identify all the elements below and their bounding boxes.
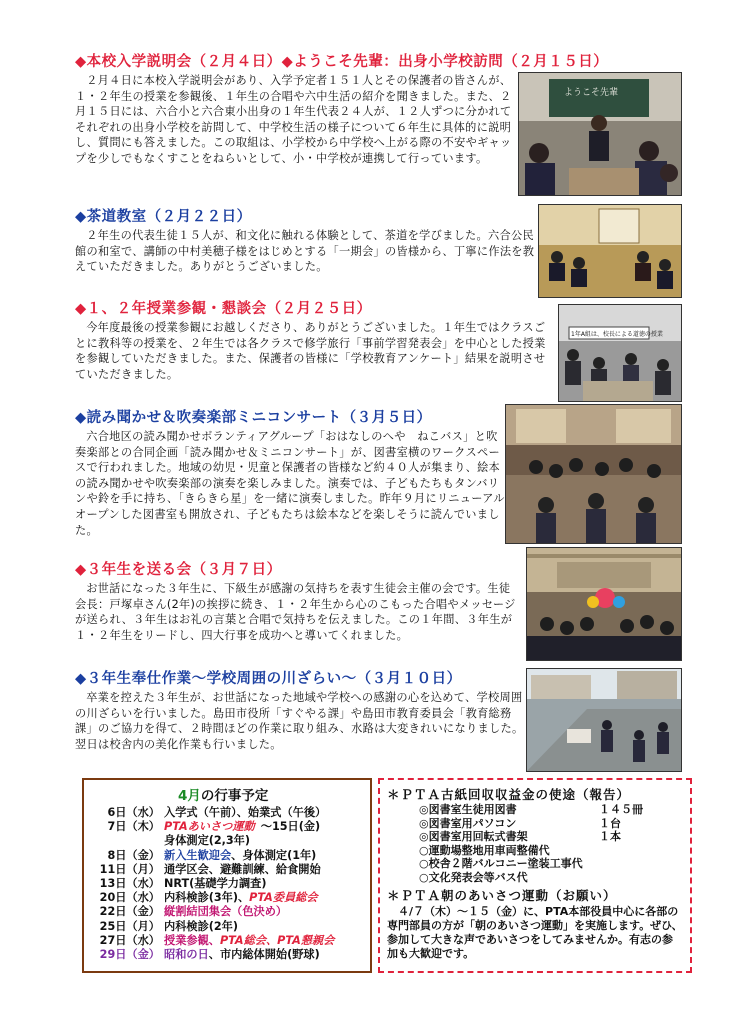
section-6-body: 卒業を控えた３年生が、お世話になった地域や学校への感謝の心を込めて、学校周囲の川ざらいを行いました。島田市役所「すぐやる課」や島田市教育委員会「教育総務課」のご協力を得て、２時間ほどの作業に取り組み、水路は大変きれいになりました。翌日は校舎内の美化作業も行いました。 bbox=[75, 691, 524, 751]
event-text: 身体測定(2,3年) bbox=[164, 834, 250, 848]
section-5-body: お世話になった３年生に、下級生が感謝の気持ちを表す生徒会主催の会です。生徒会長：戸塚卓さん(2年)の挨拶に続き、１・２年生から心のこもった合唱やメッセージが送られ、３年生はお礼の言葉と合唱で気持ちを伝えました。この１年間、３年生が１・２年生をリードし、四大行事を成功へと導いてくれました。 bbox=[75, 582, 516, 642]
section-4-body: 六合地区の読み聞かせボランティアグループ「おはなしのへや ねこバス」と吹奏楽部との合同企画「読み聞かせ＆ミニコンサート」が、図書室横のワークスペースで行われました。地域の幼児・児童と保護者の皆様など約４０人が集まり、絵本の読み聞かせや吹奏楽部の演奏を楽しみました。演奏では、子どもたちもタンバリンや鈴を手に持ち、「きらきら星」を一緒に演奏しました。昨年９月にリニューアルオープンした図書室も開放され、子どもたちは絵本などを楽しそうに読んでいました。 bbox=[75, 430, 505, 537]
event-item bbox=[92, 934, 362, 948]
pta-item bbox=[387, 817, 683, 831]
section-5-heading: ◆３年生を送る会（３月７日） bbox=[75, 562, 282, 578]
events-title bbox=[178, 784, 362, 804]
photo-farewell-event bbox=[526, 547, 682, 661]
event-text: NRT(基礎学力調査) bbox=[164, 877, 267, 891]
event-extra: 、市内総体開始(野球) bbox=[208, 948, 320, 962]
event-item bbox=[92, 834, 362, 848]
event-item bbox=[92, 806, 362, 820]
pta-report-box bbox=[378, 778, 692, 973]
photo-tea-ceremony bbox=[538, 204, 682, 298]
event-item bbox=[92, 820, 362, 834]
event-extra: 、身体測定(1年) bbox=[231, 848, 317, 862]
section-5 bbox=[75, 558, 520, 643]
event-item bbox=[92, 905, 362, 919]
event-text: PTAあいさつ運動 bbox=[164, 820, 255, 834]
april-events-box bbox=[82, 778, 372, 973]
section-3-body: 今年度最後の授業参観にお越しくださり、ありがとうございました。１年生ではクラスごとに教科等の授業を、２年生では各クラスで修学旅行「事前学習発表会」を中心とした授業を参観していただきました。また、保護者の皆様に「学校教育アンケート」結果を説明させていただきました。 bbox=[75, 321, 546, 381]
event-text: 昭和の日 bbox=[164, 948, 209, 962]
photo-class-observation bbox=[558, 304, 682, 402]
pta-item-label: ◎図書室用回転式書架 bbox=[419, 830, 528, 844]
event-item bbox=[92, 849, 362, 863]
pta-item bbox=[387, 857, 683, 871]
section-2-body: ２年生の代表生徒１５人が、和文化に触れる体験として、茶道を学びました。六合公民館の和室で、講師の中村美穂子様をはじめとする「一期会」の皆様から、丁寧に作法を教えていただきました。ありがとうございました。 bbox=[75, 229, 535, 274]
event-item bbox=[92, 891, 362, 905]
section-4 bbox=[75, 406, 505, 538]
section-1-heading: ◆本校入学説明会（２月４日）◆ようこそ先輩：出身小学校訪問（２月１５日） bbox=[75, 54, 609, 70]
event-date: 20日（水） bbox=[99, 891, 160, 905]
event-item bbox=[92, 863, 362, 877]
event-text: 入学式（午前）、始業式（午後） bbox=[164, 806, 327, 819]
pta-item bbox=[387, 803, 683, 817]
photo-concert bbox=[505, 404, 682, 544]
pta-item-amount: １台 bbox=[599, 816, 621, 830]
event-extra: PTA委員総会 bbox=[249, 891, 318, 905]
pta-heading-recycling: ＊ＰＴＡ古紙回収収益金の使途（報告） bbox=[387, 787, 631, 802]
pta-item-label: ○校舎２階バルコニー塗装工事代 bbox=[419, 857, 583, 871]
events-month: 4月 bbox=[178, 788, 201, 804]
pta-heading-greeting: ＊ＰＴＡ朝のあいさつ運動（お願い） bbox=[387, 887, 617, 903]
section-6 bbox=[75, 667, 525, 752]
pta-item bbox=[387, 871, 683, 885]
event-text: 授業参観、 bbox=[164, 933, 220, 947]
section-2-heading: ◆茶道教室（２月２２日） bbox=[75, 209, 252, 225]
section-3 bbox=[75, 297, 555, 382]
event-date: 7日（木） bbox=[107, 820, 160, 834]
event-date: 25日（月） bbox=[99, 919, 160, 933]
pta-item-amount: １４５冊 bbox=[599, 803, 643, 816]
pta-item-label: ◎図書室生徒用図書 bbox=[419, 803, 517, 816]
pta-item-label: ○文化発表会等バス代 bbox=[419, 870, 528, 884]
events-title-suffix: の行事予定 bbox=[200, 788, 269, 804]
event-text: 内科検診(3年)、 bbox=[164, 891, 250, 905]
event-date: 6日（水） bbox=[107, 806, 160, 819]
pta-item-label: ◎図書室用パソコン bbox=[419, 816, 517, 830]
event-item bbox=[92, 948, 362, 962]
photo-school-visit bbox=[518, 72, 682, 196]
event-date: 29日（金） bbox=[99, 948, 160, 962]
pta-greeting-body: ４/７（木）～１５（金）に、PTA本部役員中心に各部の専門部員の方が「朝のあいさつ運動」を実施します。ぜひ、参加して大きな声であいさつをしてみませんか。有志の参加も大歓迎です。 bbox=[387, 904, 683, 960]
event-date: 27日（水） bbox=[99, 933, 160, 947]
event-text: 内科検診(2年) bbox=[164, 919, 238, 933]
event-text: 縦割結団集会（色決め） bbox=[164, 905, 288, 919]
pta-item bbox=[387, 844, 683, 858]
event-item bbox=[92, 877, 362, 891]
event-text: 通学区会、避難訓練、給食開始 bbox=[164, 862, 321, 876]
event-date: 11日（月） bbox=[99, 862, 160, 876]
photo-river-cleanup bbox=[526, 668, 682, 772]
section-1-body: ２月４日に本校入学説明会があり、入学予定者１５１人とその保護者の皆さんが、１・２年生の授業を参観後、１年生の合唱や六中生活の紹介を聞きました。また、２月１５日には、六合小と六合東小出身の１年生代表２４人が、１２人ずつに分かれてそれぞれの出身小学校を訪問して、中学校生活の様子について６年生に具体的に説明し、質問にも答えました。この取組は、小学校から中学校へ上がる際の不安やギャップを少しでもなくすことをねらいとして、小・中学校が連携して行っています。 bbox=[75, 74, 512, 165]
pta-item-label: ○運動場整地用車両整備代 bbox=[419, 843, 550, 857]
event-extra: PTA総会、PTA懇親会 bbox=[219, 933, 335, 947]
section-3-heading: ◆１、２年授業参観・懇談会（２月２５日） bbox=[75, 301, 372, 317]
event-date: 13日（水） bbox=[99, 877, 160, 891]
event-date: 8日（金） bbox=[107, 848, 160, 862]
event-extra: ～15日(金) bbox=[260, 820, 321, 834]
section-6-heading: ◆３年生奉仕作業～学校周囲の川ざらい～（３月１０日） bbox=[75, 671, 462, 687]
event-date: 22日（金） bbox=[99, 905, 160, 919]
events-list bbox=[92, 806, 362, 962]
pta-item-amount: １本 bbox=[599, 830, 621, 844]
section-2 bbox=[75, 205, 535, 275]
class-banner-text: 1年A組は、校長による道徳の授業 bbox=[571, 331, 663, 338]
blackboard-text: ようこそ先輩 bbox=[564, 88, 619, 98]
event-item bbox=[92, 920, 362, 934]
event-text: 新入生歓迎会 bbox=[164, 848, 232, 862]
pta-item bbox=[387, 830, 683, 844]
section-4-heading: ◆読み聞かせ＆吹奏楽部ミニコンサート（３月５日） bbox=[75, 410, 432, 426]
